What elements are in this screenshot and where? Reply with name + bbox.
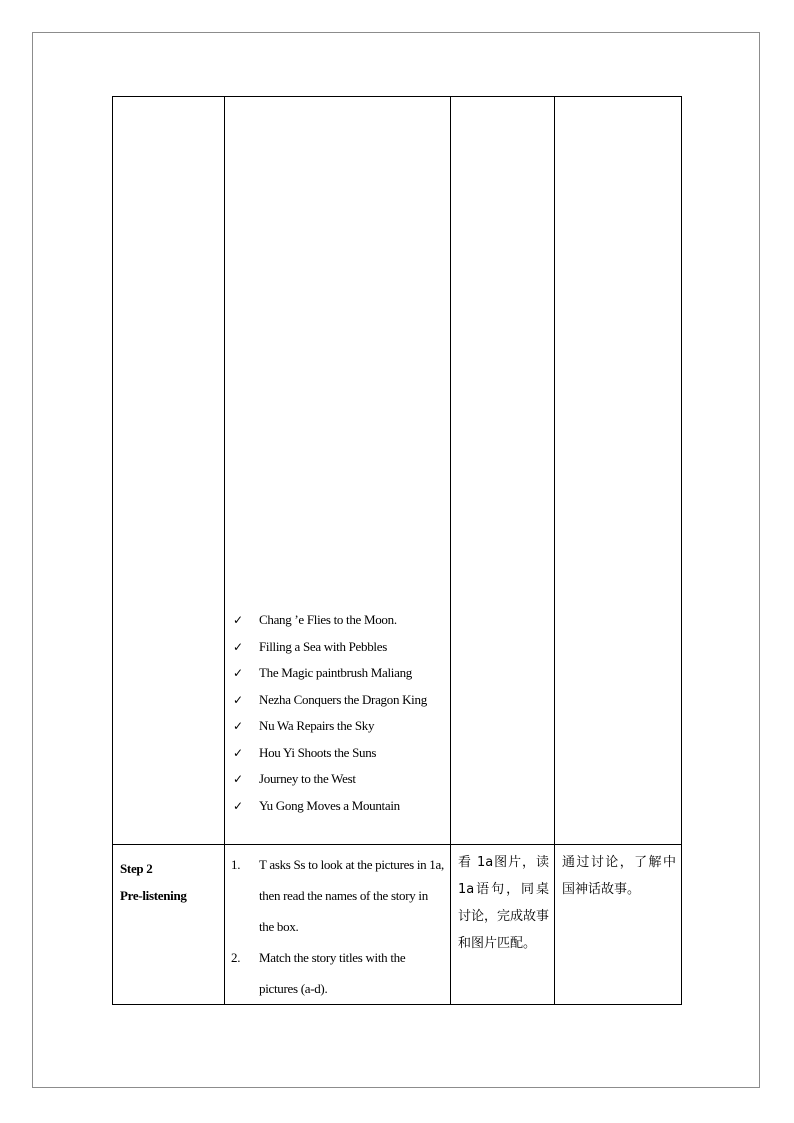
step-cell bbox=[113, 845, 225, 1005]
activity-cell bbox=[225, 845, 451, 1005]
story-list bbox=[225, 607, 450, 819]
check-icon: ✓ bbox=[233, 719, 243, 733]
task-list bbox=[225, 845, 450, 1004]
check-icon: ✓ bbox=[233, 639, 243, 654]
purpose-cell: 通过讨论，了解中国神话故事。 bbox=[555, 845, 682, 1005]
list-item: ✓ Hou Yi Shoots the Suns bbox=[225, 740, 450, 767]
list-item: 1. T asks Ss to look at the pictures in 1a, then read the names of the story in the box. bbox=[231, 857, 444, 934]
list-item: ✓ Chang ’e Flies to the Moon. bbox=[225, 607, 450, 634]
check-icon: ✓ bbox=[233, 666, 243, 680]
step-title: Step 2 Pre-listening bbox=[120, 861, 187, 903]
step-cell bbox=[113, 97, 225, 845]
activity-cell bbox=[225, 97, 451, 845]
list-item: ✓ Nu Wa Repairs the Sky bbox=[225, 713, 450, 740]
check-icon: ✓ bbox=[233, 692, 243, 707]
list-item: ✓ Journey to the West bbox=[225, 766, 450, 793]
lesson-plan-table bbox=[112, 96, 682, 1005]
list-item: ✓ Nezha Conquers the Dragon King bbox=[225, 687, 450, 714]
list-item: ✓ Filling a Sea with Pebbles bbox=[225, 634, 450, 661]
student-activity-cell bbox=[451, 97, 555, 845]
check-icon: ✓ bbox=[233, 613, 243, 627]
check-icon: ✓ bbox=[233, 772, 243, 786]
list-item: 2. Match the story titles with the pictures (a-d). bbox=[231, 950, 406, 996]
list-item: ✓ The Magic paintbrush Maliang bbox=[225, 660, 450, 687]
list-item: ✓ Yu Gong Moves a Mountain bbox=[225, 793, 450, 820]
purpose-cell bbox=[555, 97, 682, 845]
check-icon: ✓ bbox=[233, 798, 243, 813]
check-icon: ✓ bbox=[233, 745, 243, 760]
table-row bbox=[113, 845, 682, 1005]
table-row bbox=[113, 97, 682, 845]
student-activity-cell: 看 1a图片，读1a语句，同桌讨论，完成故事和图片匹配。 bbox=[451, 845, 555, 1005]
